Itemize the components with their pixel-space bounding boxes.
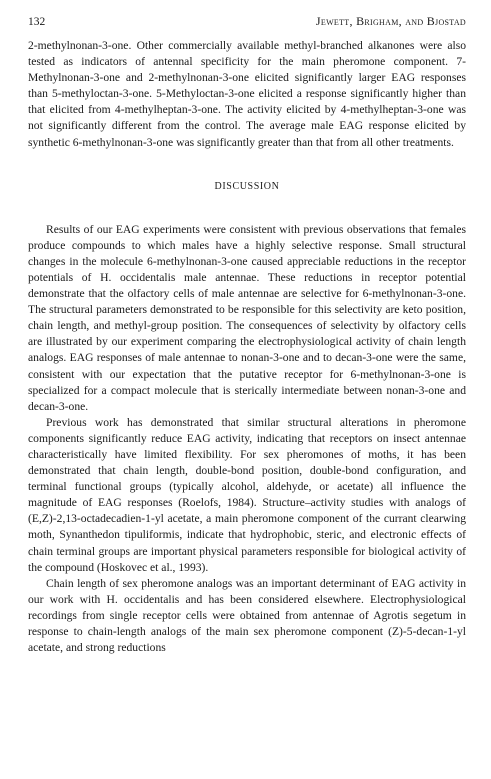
page-number: 132 [28, 16, 46, 28]
running-head-authors: Jewett, Brigham, and Bjostad [315, 14, 466, 28]
section-heading: DISCUSSION [214, 180, 280, 192]
discussion-paragraph-3: Chain length of sex pheromone analogs was an important determinant of EAG activity in our work with H. occidentalis and has been considered elsewhere. Electrophysiological recordings from single receptor cells were obtained from antennae of Agrotis segetum in response to chain-length analogs of the main sex pheromone component (Z)-5-decan-1-yl acetate, and strong reductions [28, 576, 466, 655]
running-head [28, 14, 466, 38]
results-paragraph: 2-methylnonan-3-one. Other commercially available methyl-branched alkanones were also tested as indicators of antennal specificity for the main pheromone component. 7-Methylnonan-3-one and 2-methylnonan-3-one elicited significantly larger EAG responses than 5-methyloctan-3-one. 5-Methyloctan-3-one elicited a response significantly higher than that elicited from 4-methylheptan-3-one. The activity elicited by 4-methylheptan-3-one was not significantly different from the control. The average male EAG response elicited by synthetic 6-methylnonan-3-one was significantly greater than that from all other treatments. [28, 39, 466, 149]
page [28, 14, 466, 656]
discussion-paragraph-1: Results of our EAG experiments were consistent with previous observations that females produce compounds to which males have a highly selective response. Small structural changes in the molecule 6-methylnonan-3-one caused appreciable reductions in the receptor potentials of H. occidentalis male antennae. These reductions in receptor potential demonstrate that the olfactory cells of male antennae are selective for 6-methylnonan-3-one. The structural parameters demonstrated to be responsible for this selectivity are keto position, chain length, and methyl-group position. The consequences of selectivity by olfactory cells are illustrated by our experiment comparing the electrophysiological activity of chain length analogs. EAG responses of male antennae to nonan-3-one and to decan-3-one were the same, consistent with our expectation that the putative receptor for 6-methylnonan-3-one is specialized for a compact molecule that is sterically intermediate between nonan-3-one and decan-3-one. [28, 222, 466, 413]
discussion-paragraph-2: Previous work has demonstrated that similar structural alterations in pheromone components significantly reduce EAG activity, indicating that receptors on insect antennae characteristically have limited flexibility. For sex pheromones of moths, it has been demonstrated that chain length, double-bond position, double-bond configuration, and terminal functional groups (typically alcohol, aldehyde, or acetate) all influence the magnitude of EAG responses (Roelofs, 1984). Structure–activity studies with analogs of (E,Z)-2,13-octadecadien-1-yl acetate, a main pheromone component of the currant clearwing moth, Synanthedon tipuliformis, indicate that hydrophobic, steric, and electronic effects of chain terminal groups are important physical parameters responsible for biological activity of the compound (Hoskovec et al., 1993). [28, 415, 466, 574]
